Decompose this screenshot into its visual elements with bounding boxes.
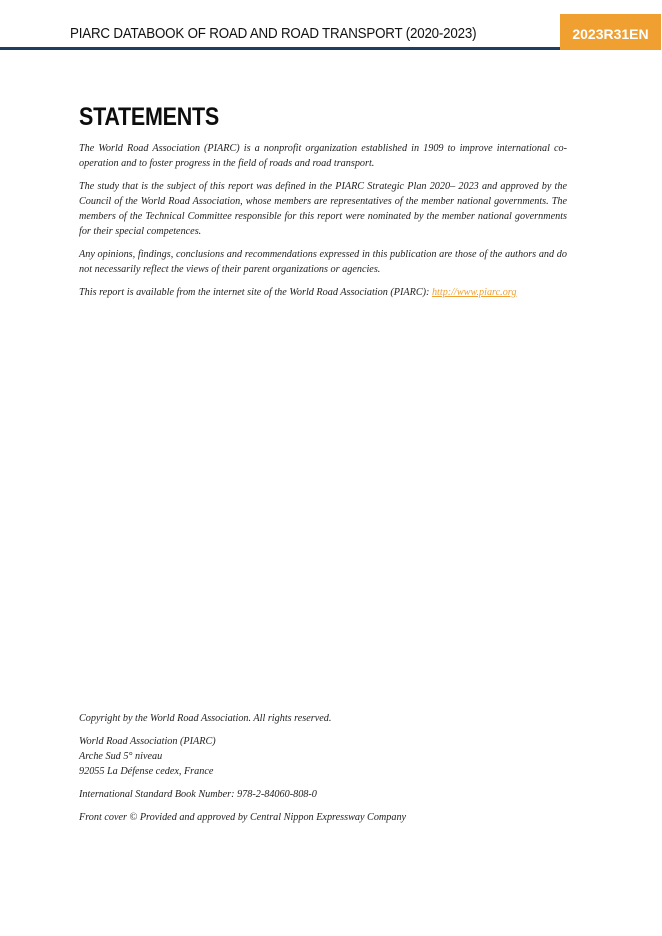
publication-info <box>79 711 567 833</box>
statements-body <box>79 141 567 308</box>
statement-paragraph-2: The study that is the subject of this report was defined in the PIARC Strategic Plan 2020– 2023 and approved by the Council of the World Road Association, whose members are representatives of the member national governments. The members of the Technical Committee responsible for this report were nominated by the member national governments for their special competences. <box>79 181 567 237</box>
isbn-line: International Standard Book Number: 978-2-84060-808-0 <box>79 789 317 800</box>
address-line-2: Arche Sud 5° niveau <box>79 751 163 762</box>
address-line-3: 92055 La Défense cedex, France <box>79 766 214 777</box>
statement-paragraph-4 <box>79 285 567 300</box>
page-title: STATEMENTS <box>79 103 219 131</box>
publisher-address <box>79 734 567 779</box>
piarc-website-link[interactable]: http://www.piarc.org <box>431 287 517 298</box>
header-divider <box>0 47 560 50</box>
header-title: PIARC DATABOOK OF ROAD AND ROAD TRANSPORT (2020-2023) <box>70 26 477 42</box>
availability-text: This report is available from the internet site of the World Road Association (PIARC): <box>79 287 432 298</box>
address-line-1: World Road Association (PIARC) <box>79 736 216 747</box>
report-code-badge: 2023R31EN <box>560 14 661 50</box>
cover-credit: Front cover © Provided and approved by Central Nippon Expressway Company <box>79 812 407 823</box>
statement-paragraph-3: Any opinions, findings, conclusions and recommendations expressed in this publication are those of the authors and do not necessarily reflect the views of their parent organizations or agencies. <box>79 249 567 275</box>
copyright-notice: Copyright by the World Road Association. All rights reserved. <box>79 713 332 724</box>
page-header <box>0 0 662 50</box>
statement-paragraph-1: The World Road Association (PIARC) is a nonprofit organization established in 1909 to improve international co-operation and to foster progress in the field of roads and road transport. <box>79 143 567 169</box>
